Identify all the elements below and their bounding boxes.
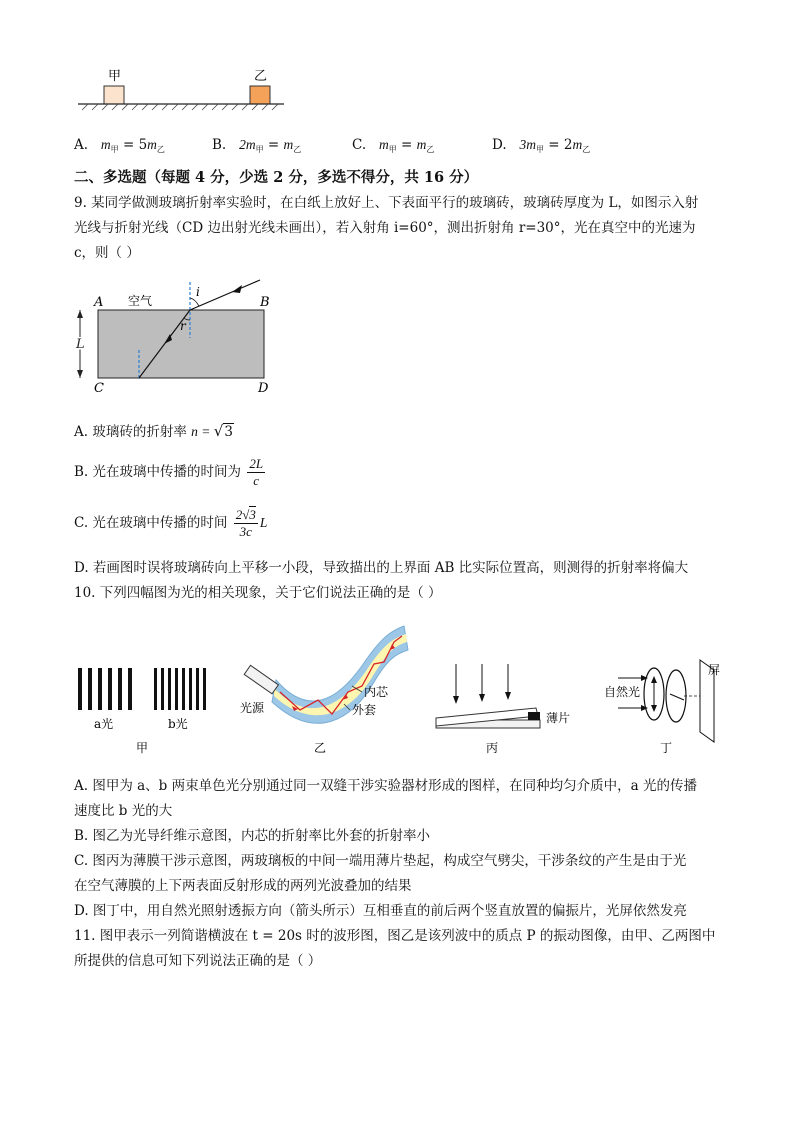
q10-fig-jia — [76, 664, 216, 758]
natural-light-label: 自然光 — [604, 685, 641, 699]
q9-option-d[interactable]: D. 若画图时误将玻璃砖向上平移一小段，导致描出的上界面 AB 比实际位置高，则测得的折射率将偏大 — [74, 560, 689, 576]
incident-ray — [190, 280, 260, 310]
q10-stem: 10. 下列四幅图为光的相关现象，关于它们说法正确的是（ ） — [74, 585, 442, 601]
q10-option-c-line-2: 在空气薄膜的上下两表面反射形成的两列光波叠加的结果 — [74, 878, 412, 894]
q11-stem-line-2: 所提供的信息可知下列说法正确的是（ ） — [74, 953, 322, 969]
corner-c-label: C — [94, 381, 104, 396]
core-label: 内芯 — [364, 685, 389, 699]
thickness-label: L — [76, 337, 85, 352]
a-light-fringes — [78, 668, 132, 710]
q11-stem-line-1: 11. 图甲表示一列简谐横波在 t = 20s 时的波形图，图乙是该列波中的质点 P 的振动图像，由甲、乙两图中 — [74, 928, 716, 944]
section-title: 二、多选题（每题 4 分，少选 2 分，多选不得分，共 16 分） — [74, 169, 479, 186]
fig-ding-caption: 丁 — [660, 741, 673, 755]
q10-fig-yi — [234, 620, 412, 758]
q8-option-b[interactable]: B. $2m_甲 = m_乙$ — [212, 137, 302, 154]
air-label: 空气 — [128, 294, 153, 308]
fig-yi-caption: 乙 — [314, 741, 327, 755]
fig-jia-caption: 甲 — [136, 741, 149, 755]
q8-left-block-label: 甲 — [108, 69, 122, 84]
q9-option-c[interactable]: C. 光在玻璃中传播的时间 $\frac{2√3}{3c}$ L — [74, 507, 268, 539]
polarizer-2 — [666, 670, 686, 722]
b-light-fringes — [154, 668, 206, 710]
angle-r-label: r — [180, 319, 186, 333]
q8-left-block — [104, 86, 124, 104]
thin-sheet-label: 薄片 — [546, 711, 571, 725]
q8-option-d[interactable]: D. $3m_甲 = 2m_乙$ — [492, 137, 591, 154]
q8-option-a[interactable]: A. $m_甲 = 5m_乙$ — [74, 137, 165, 154]
angle-i-label: i — [196, 285, 200, 299]
corner-a-label: A — [94, 295, 104, 310]
thin-sheet — [528, 712, 540, 720]
q8-figure — [78, 66, 290, 112]
screen-label: 屏 — [708, 663, 721, 677]
q9-stem-line-1: 9. 某同学做测玻璃折射率实验时，在白纸上放好上、下表面平行的玻璃砖，玻璃砖厚度为 L，如图示入射 — [74, 195, 699, 211]
q8-right-block-label: 乙 — [254, 69, 268, 84]
q10-option-c-line-1[interactable]: C. 图丙为薄膜干涉示意图，两玻璃板的中间一端用薄片垫起，构成空气劈尖，干涉条纹的产生是由于光 — [74, 853, 687, 869]
q9-option-a[interactable]: A. 玻璃砖的折射率 n = √3 — [74, 422, 233, 440]
light-source-icon — [244, 665, 278, 694]
q8-option-c[interactable]: C. $m_甲 = m_乙$ — [352, 137, 435, 154]
corner-d-label: D — [258, 381, 269, 396]
light-source-label: 光源 — [240, 701, 265, 715]
q10-option-b[interactable]: B. 图乙为光导纤维示意图，内芯的折射率比外套的折射率小 — [74, 828, 431, 844]
q10-fig-ding — [604, 656, 724, 758]
q10-option-a-line-2: 速度比 b 光的大 — [74, 803, 173, 819]
q10-option-a-line-1[interactable]: A. 图甲为 a、b 两束单色光分别通过同一双缝干涉实验器材形成的图样，在同种均匀介质中，a 光的传播 — [74, 778, 697, 794]
q9-stem-line-3: c，则（ ） — [74, 245, 140, 261]
q9-stem-line-2: 光线与折射光线（CD 边出射光线未画出），若入射角 i=60°，测出折射角 r=30°，光在真空中的光速为 — [74, 220, 696, 236]
a-light-label: a光 — [94, 717, 114, 731]
b-light-label: b光 — [168, 717, 188, 731]
fig-bing-caption: 丙 — [486, 741, 499, 755]
q10-fig-bing — [432, 660, 582, 758]
q10-option-d[interactable]: D. 图丁中，用自然光照射透振方向（箭头所示）互相垂直的前后两个竖直放置的偏振片，光屏依然发亮 — [74, 903, 687, 919]
q8-right-block — [250, 86, 270, 104]
corner-b-label: B — [260, 295, 270, 310]
q9-option-b[interactable]: B. 光在玻璃中传播的时间为 $\frac{2L}{c}$ — [74, 456, 264, 488]
cladding-label: 外套 — [352, 703, 377, 717]
q9-glass-figure — [72, 274, 272, 396]
angle-i-arc — [190, 298, 199, 306]
